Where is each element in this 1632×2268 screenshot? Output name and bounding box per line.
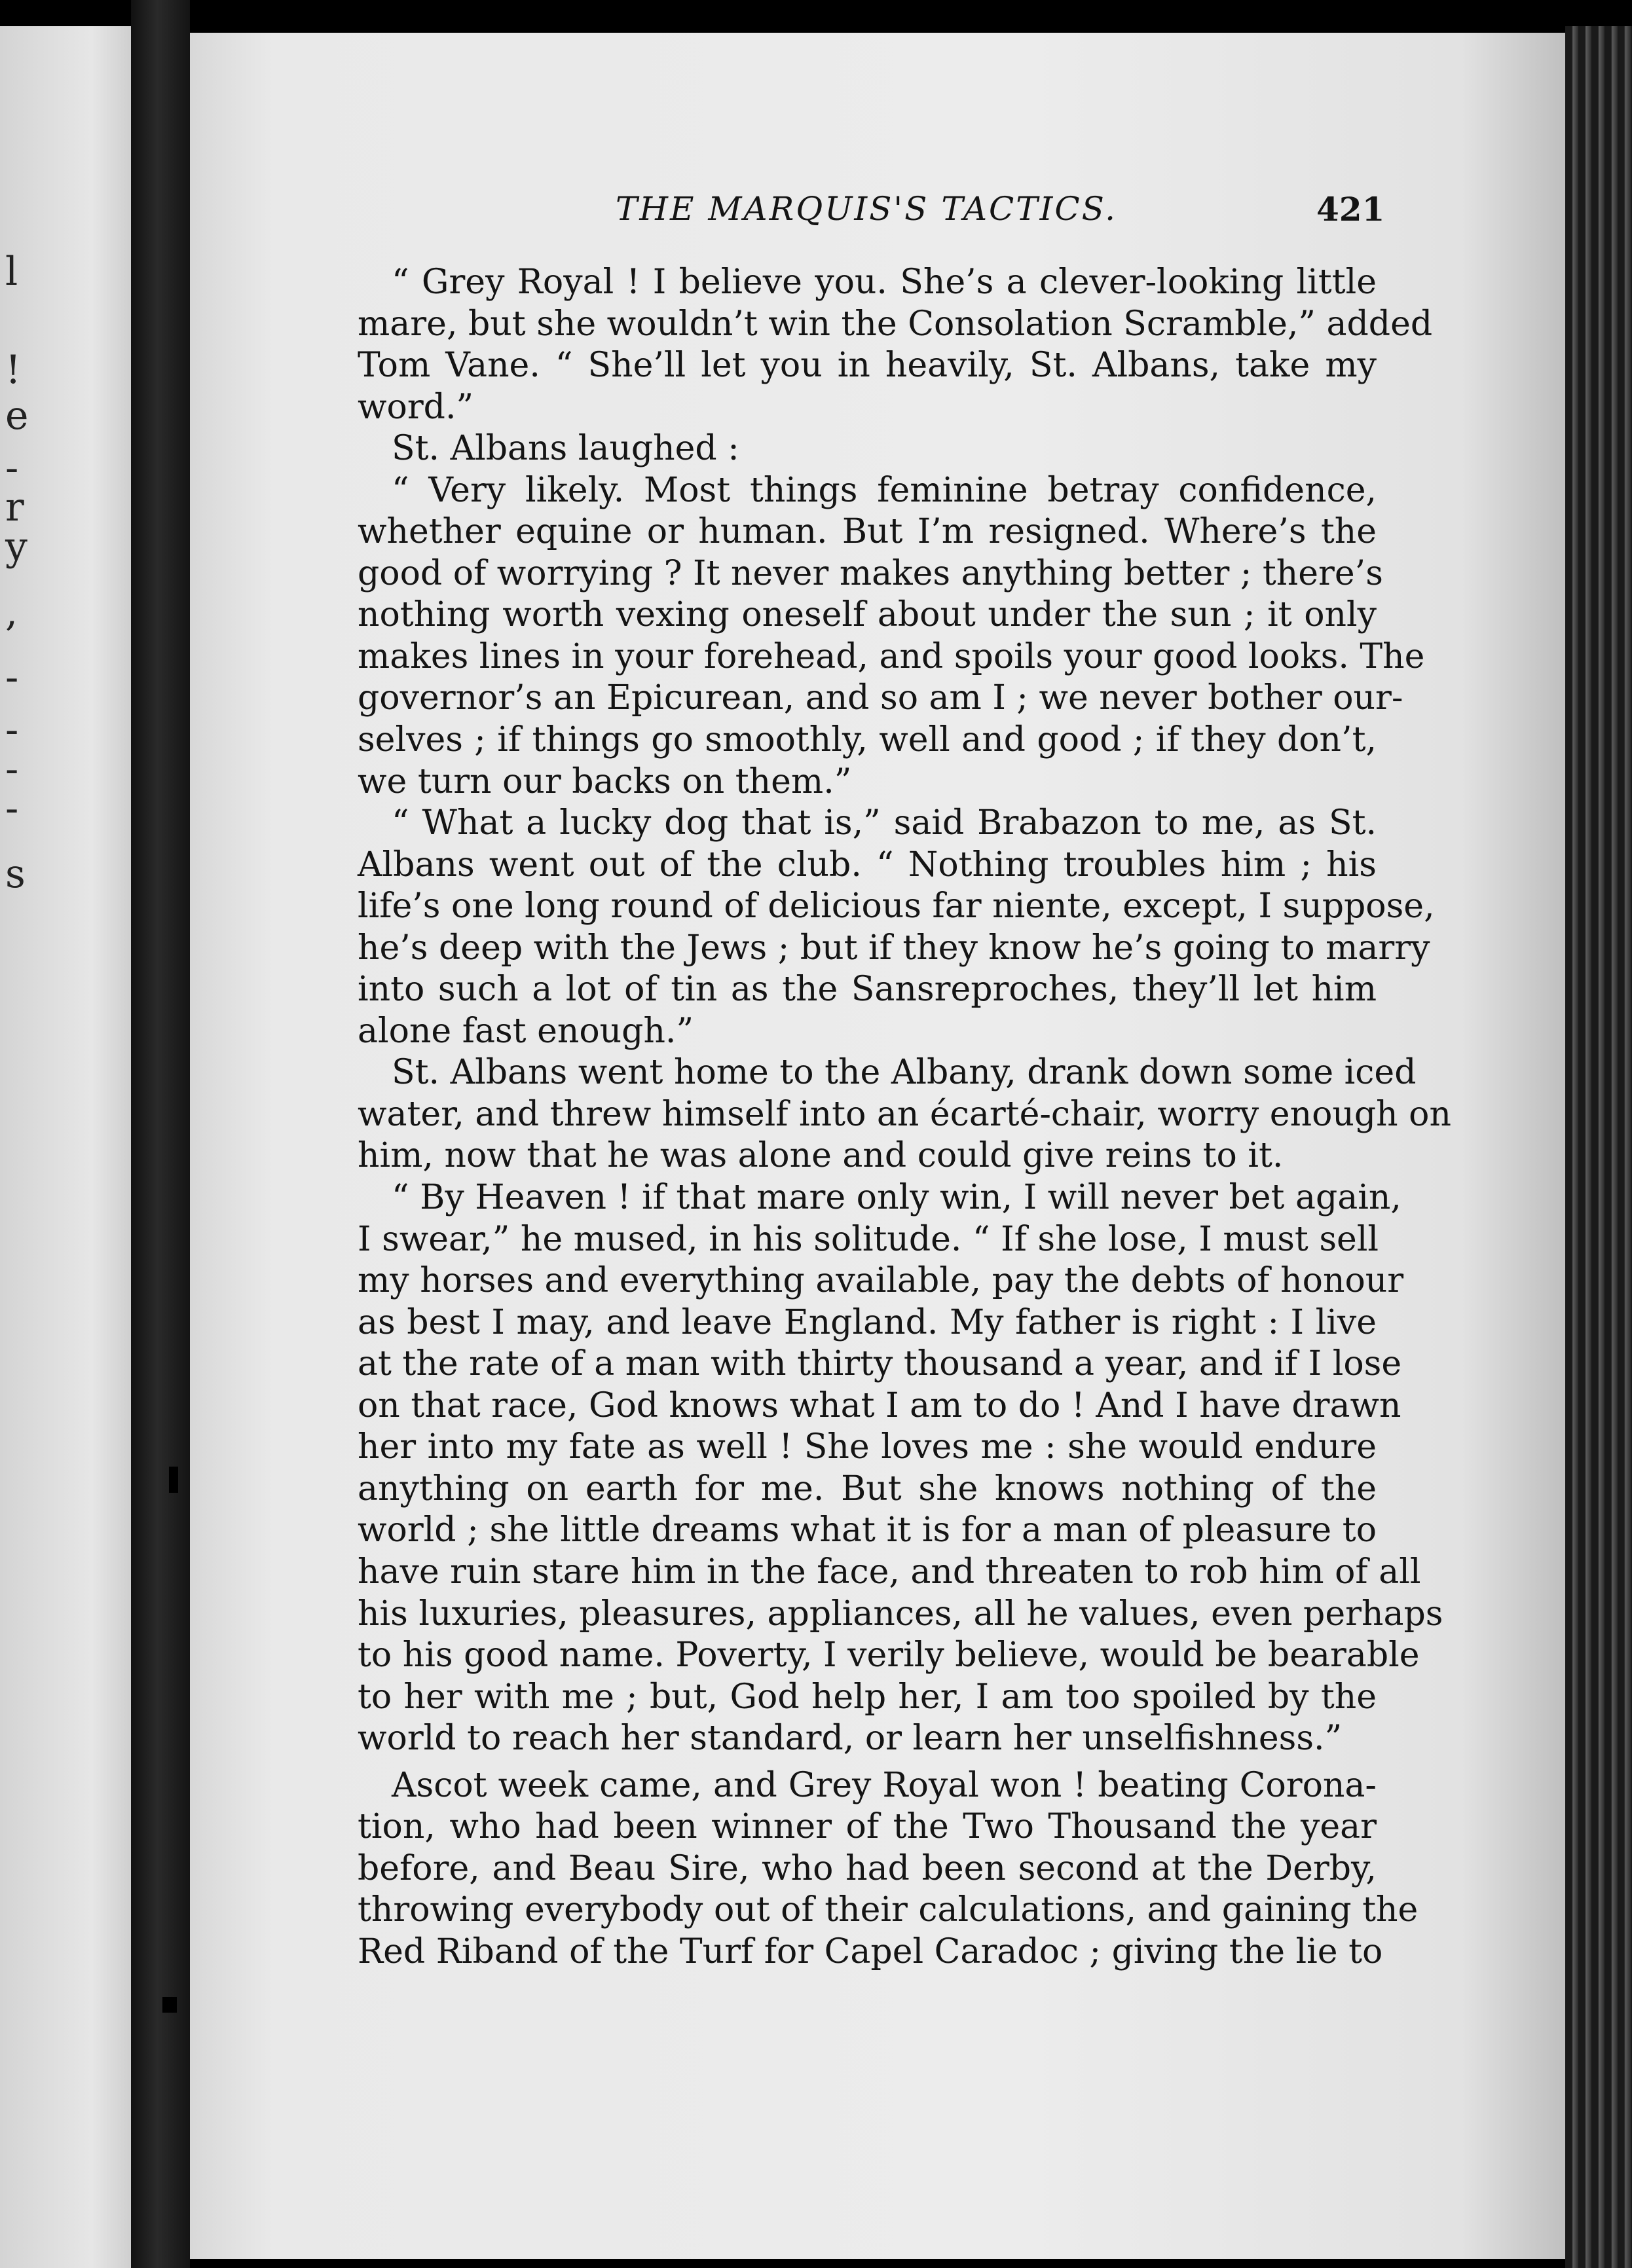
text-line: he’s deep with the Jews ; but if they know he’s going to marry (358, 928, 1430, 968)
margin-mark (162, 1997, 177, 2013)
text-line: governor’s an Epicurean, and so am I ; we never bother our- (358, 678, 1403, 718)
text-line: her into my fate as well ! She loves me : she would endure (358, 1427, 1377, 1467)
text-line: to his good name. Poverty, I verily believe, would be bearable (358, 1636, 1420, 1675)
facing-page-fragment: l (5, 249, 18, 295)
text-line: tion, who had been winner of the Two Thousand the year (358, 1807, 1377, 1847)
text-line: my horses and everything available, pay the debts of honour (358, 1261, 1404, 1301)
text-line: I swear,” he mused, in his solitude. “ If she lose, I must sell (358, 1219, 1379, 1259)
text-line: have ruin stare him in the face, and threaten to rob him of all (358, 1552, 1421, 1592)
text-line: we turn our backs on them.” (358, 761, 852, 801)
text-line: “ Very likely. Most things feminine betray confidence, (392, 470, 1377, 510)
text-line: throwing everybody out of their calculations, and gaining the (358, 1890, 1419, 1930)
margin-mark (169, 1467, 178, 1493)
text-line: as best I may, and leave England. My father is right : I live (358, 1302, 1377, 1342)
running-head: THE MARQUIS'S TACTICS. (616, 190, 1118, 228)
facing-page-edge (0, 26, 131, 2268)
text-line: at the rate of a man with thirty thousand a year, and if I lose (358, 1344, 1402, 1384)
text-line: into such a lot of tin as the Sansreproches, they’ll let him (358, 970, 1377, 1010)
facing-page-fragment: ! (5, 347, 22, 393)
text-line: Tom Vane. “ She’ll let you in heavily, St. Albans, take my (358, 346, 1377, 386)
text-line: St. Albans laughed : (392, 429, 739, 469)
text-line: “ By Heaven ! if that mare only win, I will never bet again, (392, 1178, 1401, 1218)
text-line: alone fast enough.” (358, 1011, 694, 1051)
text-line: world ; she little dreams what it is for a man of pleasure to (358, 1510, 1377, 1550)
facing-page-fragment: r (5, 485, 24, 530)
page-number: 421 (1316, 190, 1385, 229)
text-line: selves ; if things go smoothly, well and good ; if they don’t, (358, 720, 1377, 760)
page-stack-edge (1565, 26, 1632, 2268)
text-line: his luxuries, pleasures, appliances, all he values, even perhaps (358, 1594, 1443, 1634)
text-line: water, and threw himself into an écarté-chair, worry enough on (358, 1094, 1451, 1134)
facing-page-fragment: , (5, 589, 18, 635)
facing-page-fragment: - (5, 707, 19, 753)
facing-page-fragment: y (5, 524, 28, 570)
text-line: “ Grey Royal ! I believe you. She’s a clever-looking little (392, 263, 1377, 302)
body-text (358, 262, 1451, 1973)
text-line: world to reach her standard, or learn her unselfishness.” (358, 1719, 1343, 1759)
text-line: anything on earth for me. But she knows nothing of the (358, 1469, 1377, 1509)
text-line: Ascot week came, and Grey Royal won ! beating Corona- (392, 1765, 1377, 1805)
facing-page-fragment: - (5, 746, 19, 792)
text-line: on that race, God knows what I am to do ! And I have drawn (358, 1385, 1401, 1425)
facing-page-fragment: - (5, 655, 19, 701)
facing-page-fragment: s (5, 851, 26, 897)
text-line: before, and Beau Sire, who had been second at the Derby, (358, 1848, 1377, 1888)
text-line: mare, but she wouldn’t win the Consolation Scramble,” added (358, 304, 1433, 344)
text-line: him, now that he was alone and could give reins to it. (358, 1136, 1284, 1176)
text-line: to her with me ; but, God help her, I am too spoiled by the (358, 1677, 1377, 1717)
text-line: good of worrying ? It never makes anything better ; there’s (358, 553, 1383, 593)
book-gutter (131, 0, 190, 2268)
text-line: Albans went out of the club. “ Nothing troubles him ; his (358, 845, 1377, 885)
text-line: St. Albans went home to the Albany, drank down some iced (392, 1053, 1417, 1093)
facing-page-fragment: - (5, 445, 19, 491)
text-line: word.” (358, 387, 474, 427)
facing-page-fragment: - (5, 786, 19, 832)
text-line: makes lines in your forehead, and spoils your good looks. The (358, 636, 1425, 676)
text-line: life’s one long round of delicious far niente, except, I suppose, (358, 887, 1435, 926)
text-line: “ What a lucky dog that is,” said Brabazon to me, as St. (392, 803, 1377, 843)
text-line: whether equine or human. But I’m resigned. Where’s the (358, 512, 1377, 552)
text-line: nothing worth vexing oneself about under the sun ; it only (358, 595, 1377, 635)
text-line: Red Riband of the Turf for Capel Caradoc ; giving the lie to (358, 1931, 1383, 1971)
facing-page-fragment: e (5, 393, 29, 439)
